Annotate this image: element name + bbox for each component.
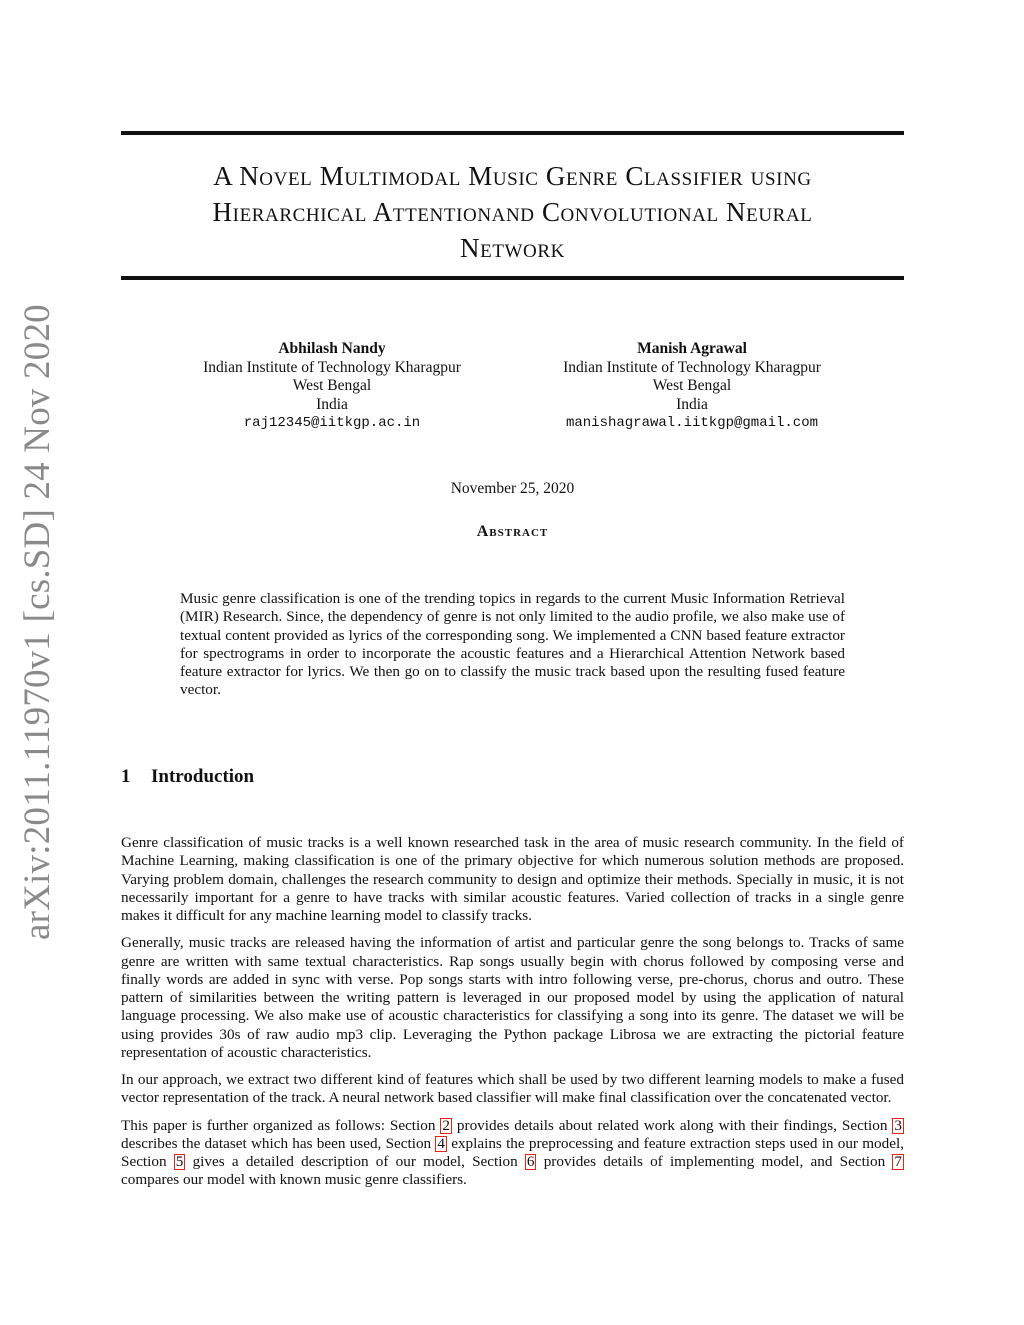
- publication-date: November 25, 2020: [450, 480, 575, 497]
- introduction-body: [121, 834, 904, 1199]
- title-line-1: A Novel Multimodal Music Genre Classifier using: [213, 161, 812, 191]
- paragraph-text: compares our model with known music genre classifiers.: [121, 1171, 467, 1189]
- paragraph: Genre classification of music tracks is a well known researched task in the area of music research community. In the field of Machine Learning, making classification is one of the primary objective for which numerous solution methods are proposed. Varying problem domain, challenges the research community to design and optimize their methods. Specially in music, it is not necessarily important for a genre to have tracks with similar acoustic features. Varied collection of tracks in a single genre makes it difficult for any machine learning model to classify tracks.: [121, 834, 904, 924]
- author-country: India: [676, 395, 708, 413]
- section-ref-link[interactable]: 4: [437, 1134, 445, 1152]
- paragraph-outline: [121, 1117, 904, 1190]
- section-ref-link[interactable]: 7: [894, 1153, 903, 1170]
- author-name: Manish Agrawal: [637, 340, 747, 357]
- paper-title: [121, 158, 904, 266]
- author-affiliation: Indian Institute of Technology Kharagpur: [563, 358, 821, 376]
- abstract-text: Music genre classification is one of the trending topics in regards to the current Music Information Retrieval (MIR) Research. Since, the dependency of genre is not only limited to the audio profile, we also make use of textual content provided as lyrics of the corresponding song. We implemented a CNN based feature extractor for spectrograms in order to incorporate the acoustic features and a Hierarchical Attention Network based feature extractor for lyrics. We then go on to classify the music track based upon the resulting fused feature vector.: [180, 590, 845, 699]
- section-ref-link[interactable]: 6: [526, 1153, 535, 1170]
- author-affiliation: Indian Institute of Technology Kharagpur: [203, 358, 461, 376]
- author-region: West Bengal: [652, 377, 732, 394]
- paragraph-text: This paper is further organized as follows: Section: [121, 1116, 441, 1134]
- section-ref-link[interactable]: 3: [894, 1116, 902, 1134]
- author-name: Abhilash Nandy: [278, 340, 386, 357]
- section-ref-link[interactable]: 2: [442, 1116, 450, 1134]
- author-block-1: [152, 340, 512, 433]
- paragraph: In our approach, we extract two different kind of features which shall be used by two different learning models to make a fused vector representation of the track. A neural network based classifier will make final classification over the concatenated vector.: [121, 1071, 904, 1107]
- paragraph-text: gives a detailed description of our model, Section: [185, 1153, 525, 1170]
- author-region: West Bengal: [292, 377, 372, 394]
- title-line-2: Hierarchical Attentionand Convolutional Neural: [212, 197, 813, 227]
- section-ref-link[interactable]: 5: [175, 1153, 184, 1170]
- title-top-rule: [121, 131, 904, 135]
- author-block-2: [512, 340, 872, 433]
- section-title: Introduction: [151, 766, 255, 787]
- paragraph-text: explains the preprocessing and feature extraction steps used in our model, Section: [121, 1134, 904, 1170]
- paragraph-text: provides details of implementing model, and Section: [536, 1153, 893, 1170]
- author-country: India: [316, 395, 348, 413]
- author-email[interactable]: raj12345@iitkgp.ac.in: [243, 415, 421, 431]
- paragraph-text: provides details about related work along with their findings, Section: [451, 1116, 893, 1134]
- arxiv-identifier-stamp: arXiv:2011.11970v1 [cs.SD] 24 Nov 2020: [17, 304, 58, 940]
- title-line-3: Network: [460, 233, 565, 263]
- abstract-heading: Abstract: [476, 523, 549, 540]
- section-heading-introduction: [121, 766, 254, 788]
- title-bottom-rule: [121, 276, 904, 280]
- paragraph: Generally, music tracks are released having the information of artist and particular genre the song belongs to. Tracks of same genre are written with same textual characteristics. Rap songs usually begin with chorus followed by composing verse and finally words are added in sync with verse. Pop songs starts with intro following verse, pre-chorus, chorus and outro. These pattern of similarities between the writing pattern is leveraged in our proposed model by using the application of natural language processing. We also make use of acoustic characteristics for classifying a song into its genre. The dataset we will be using provides 30s of raw audio mp3 clip. Leveraging the Python package Librosa we are extracting the pictorial feature representation of acoustic characteristics.: [121, 934, 904, 1061]
- section-number: 1: [121, 766, 131, 787]
- author-email[interactable]: manishagrawal.iitkgp@gmail.com: [565, 415, 819, 431]
- paragraph-text: describes the dataset which has been used, Section: [121, 1134, 436, 1152]
